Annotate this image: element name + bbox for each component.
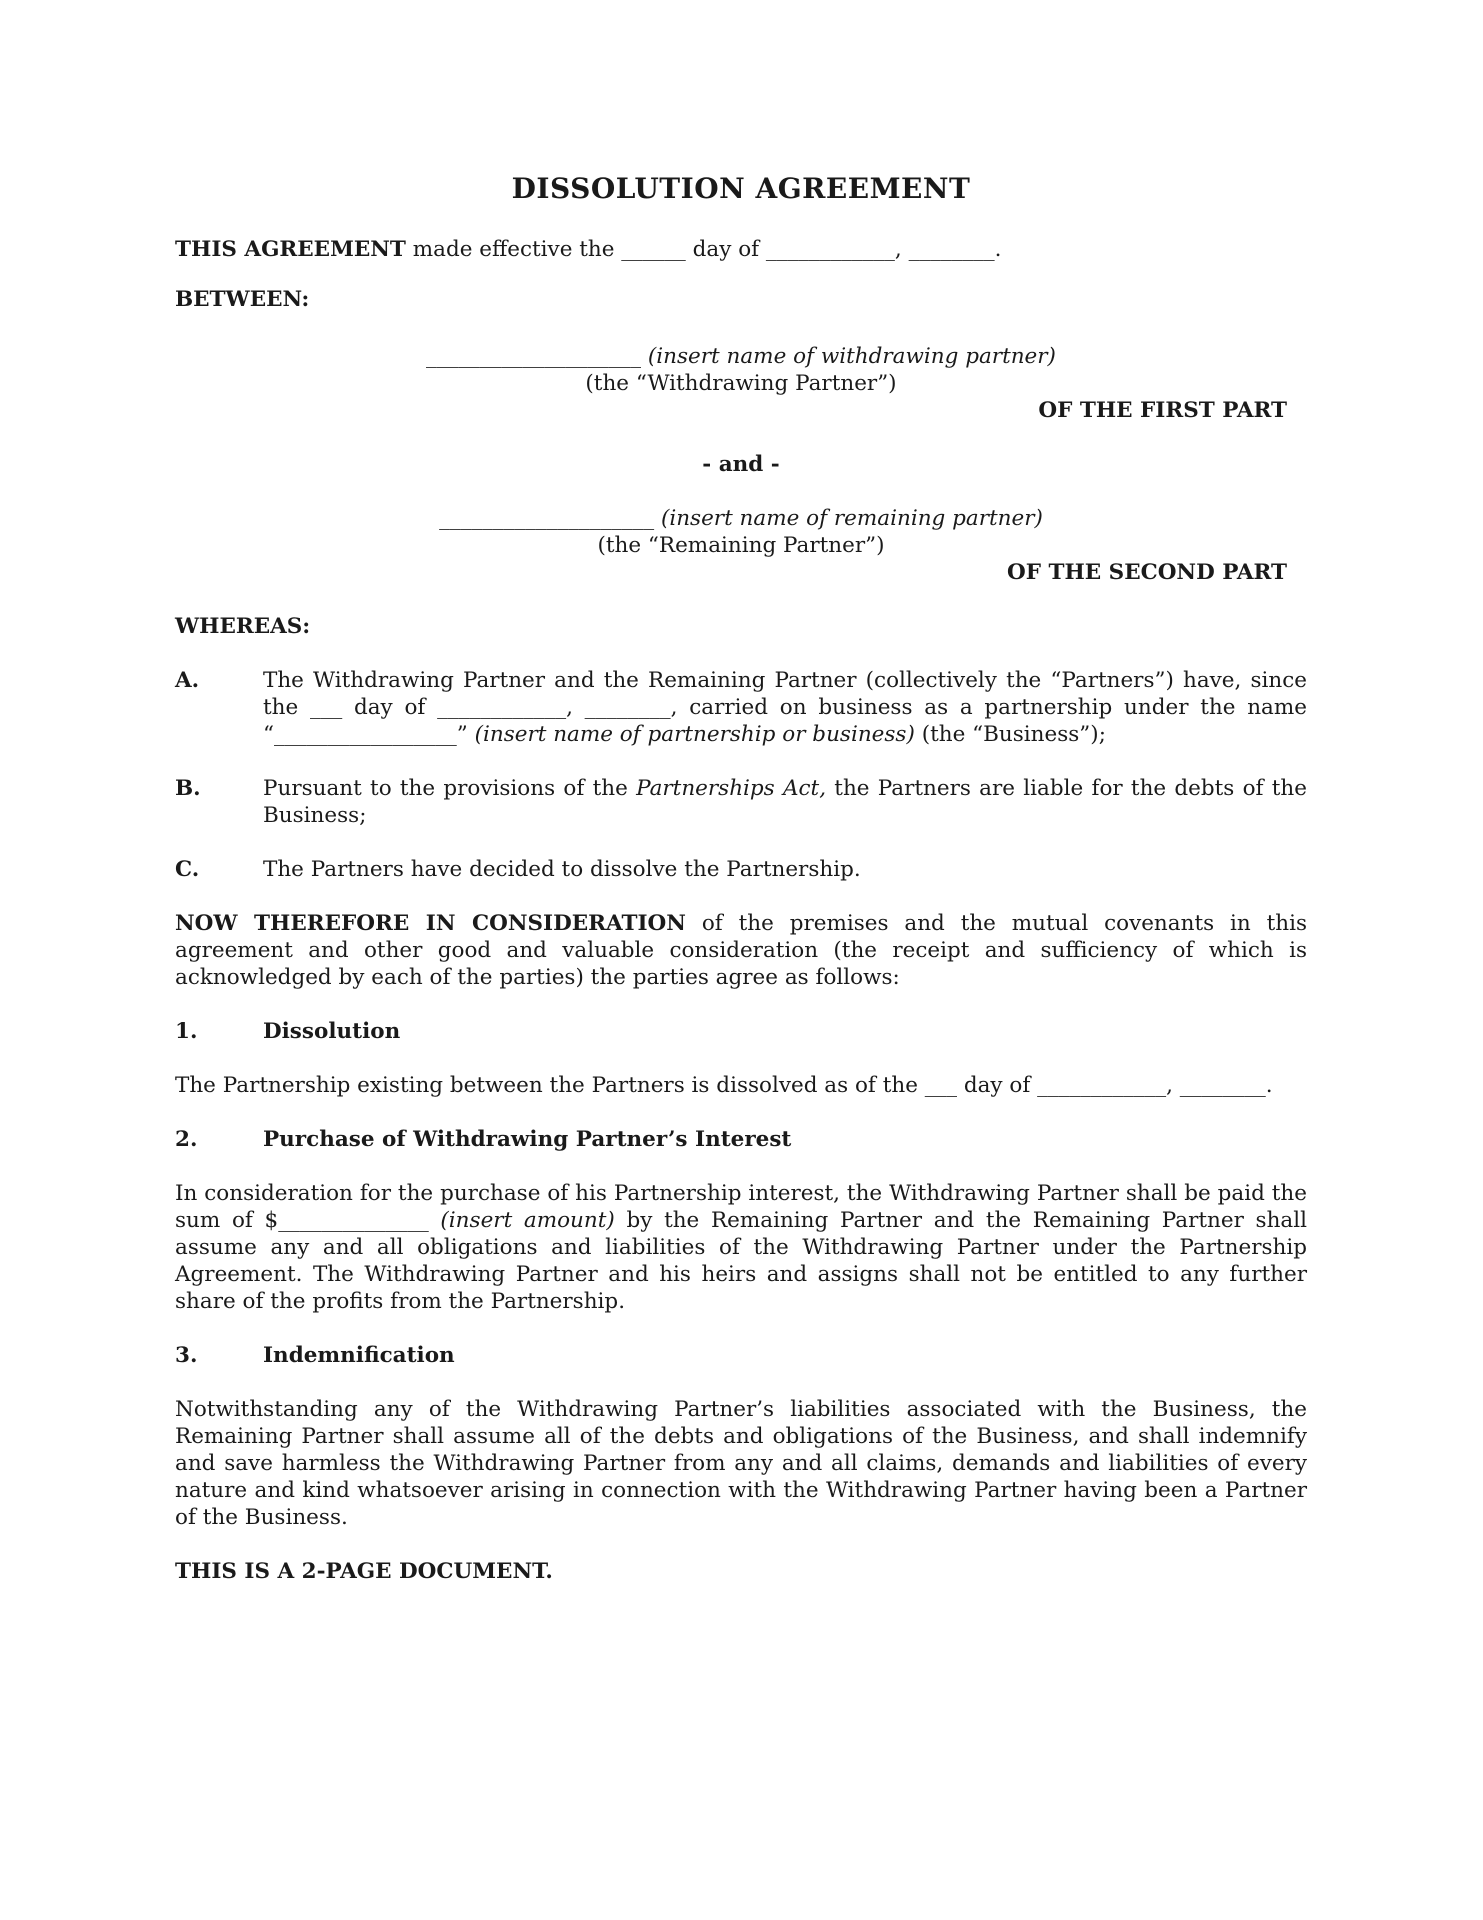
section-1-body <box>175 1072 1307 1099</box>
section-3-title: Indemnification <box>263 1343 455 1368</box>
recital-a <box>175 667 1307 748</box>
remaining-partner-name-blank: ____________________ <box>439 506 661 531</box>
of-the-second-part-label: OF THE SECOND PART <box>1007 560 1287 585</box>
page-count-note: THIS IS A 2-PAGE DOCUMENT. <box>175 1559 553 1584</box>
recital-c-text: The Partners have decided to dissolve the Partnership. <box>263 857 861 882</box>
section-3-number: 3. <box>175 1343 198 1368</box>
recital-a-text-end: (the “Business”); <box>914 722 1106 747</box>
section-1-title: Dissolution <box>263 1019 401 1044</box>
recital-a-text: The Withdrawing Partner and the Remaining Partner (collectively the “Partners”) have, since the ___ day of ____________, ________, carried on business as a partnership under the name “_________________” <box>263 668 1307 747</box>
page-title: DISSOLUTION AGREEMENT <box>511 172 971 205</box>
section-2-text-end: by the Remaining Partner and the Remaining Partner shall assume any and all obligations and liabilities of the Withdrawing Partner under the Partnership Agreement. The Withdrawing Partner and his heirs and assigns shall not be entitled to any further share of the profits from the Partnership. <box>175 1208 1307 1314</box>
recital-c <box>175 856 1307 883</box>
recital-a-instruction: (insert name of partnership or business) <box>474 722 915 747</box>
section-3-text: Notwithstanding any of the Withdrawing Partner’s liabilities associated with the Business, the Remaining Partner shall assume all of the debts and obligations of the Business, and shall indemnify and save harmless the Withdrawing Partner from any and all claims, demands and liabilities of every nature and kind whatsoever arising in connection with the Withdrawing Partner having been a Partner of the Business. <box>175 1397 1307 1530</box>
recital-b-act-name: Partnerships Act, <box>636 776 827 801</box>
now-therefore-clause <box>175 910 1307 991</box>
section-3-heading <box>175 1342 1307 1369</box>
withdrawing-partner-name-blank: ____________________ <box>426 344 648 369</box>
section-2-body <box>175 1180 1307 1315</box>
withdrawing-partner-instruction: (insert name of withdrawing partner) <box>647 344 1056 369</box>
intro-clause-lead: THIS AGREEMENT <box>175 237 406 262</box>
section-1-heading <box>175 1018 1307 1045</box>
now-therefore-lead: NOW THEREFORE IN CONSIDERATION <box>175 911 686 936</box>
of-the-first-part-label: OF THE FIRST PART <box>1038 398 1287 423</box>
recital-b-letter: B. <box>175 776 201 801</box>
now-therefore-text: of the premises and the mutual covenants in this agreement and other good and valuable consideration (the receipt and sufficiency of which is acknowledged by each of the parties) the parties agree as follows: <box>175 911 1307 990</box>
section-1-number: 1. <box>175 1019 198 1044</box>
remaining-partner-instruction: (insert name of remaining partner) <box>660 506 1043 531</box>
document-content <box>175 172 1307 1585</box>
section-3-body <box>175 1396 1307 1531</box>
remaining-partner-alias: (the “Remaining Partner”) <box>597 533 885 558</box>
and-separator: - and - <box>702 452 780 477</box>
recital-b-text: Pursuant to the provisions of the <box>263 776 637 801</box>
whereas-label: WHEREAS: <box>175 614 311 639</box>
section-2-text: In consideration for the purchase of his Partnership interest, the Withdrawing Partner shall be paid the sum of $______________ <box>175 1181 1307 1233</box>
recital-a-letter: A. <box>175 668 200 693</box>
recital-b <box>175 775 1307 829</box>
remaining-party-block <box>175 505 1307 559</box>
recital-b-text-end: the Partners are liable for the debts of the Business; <box>263 776 1307 828</box>
remaining-partner-name-line <box>175 505 1307 532</box>
section-2-number: 2. <box>175 1127 198 1152</box>
withdrawing-partner-alias: (the “Withdrawing Partner”) <box>585 371 897 396</box>
section-1-text: The Partnership existing between the Partners is dissolved as of the ___ day of ____________, ________. <box>175 1073 1273 1098</box>
intro-clause <box>175 236 1307 263</box>
intro-clause-text: made effective the ______ day of ____________, ________. <box>405 237 1002 262</box>
section-2-title: Purchase of Withdrawing Partner’s Interest <box>263 1127 792 1152</box>
recital-c-letter: C. <box>175 857 200 882</box>
withdrawing-party-block <box>175 343 1307 397</box>
section-2-heading <box>175 1126 1307 1153</box>
withdrawing-partner-name-line <box>175 343 1307 370</box>
section-2-amount-instruction: (insert amount) <box>440 1208 615 1233</box>
between-label: BETWEEN: <box>175 287 310 312</box>
